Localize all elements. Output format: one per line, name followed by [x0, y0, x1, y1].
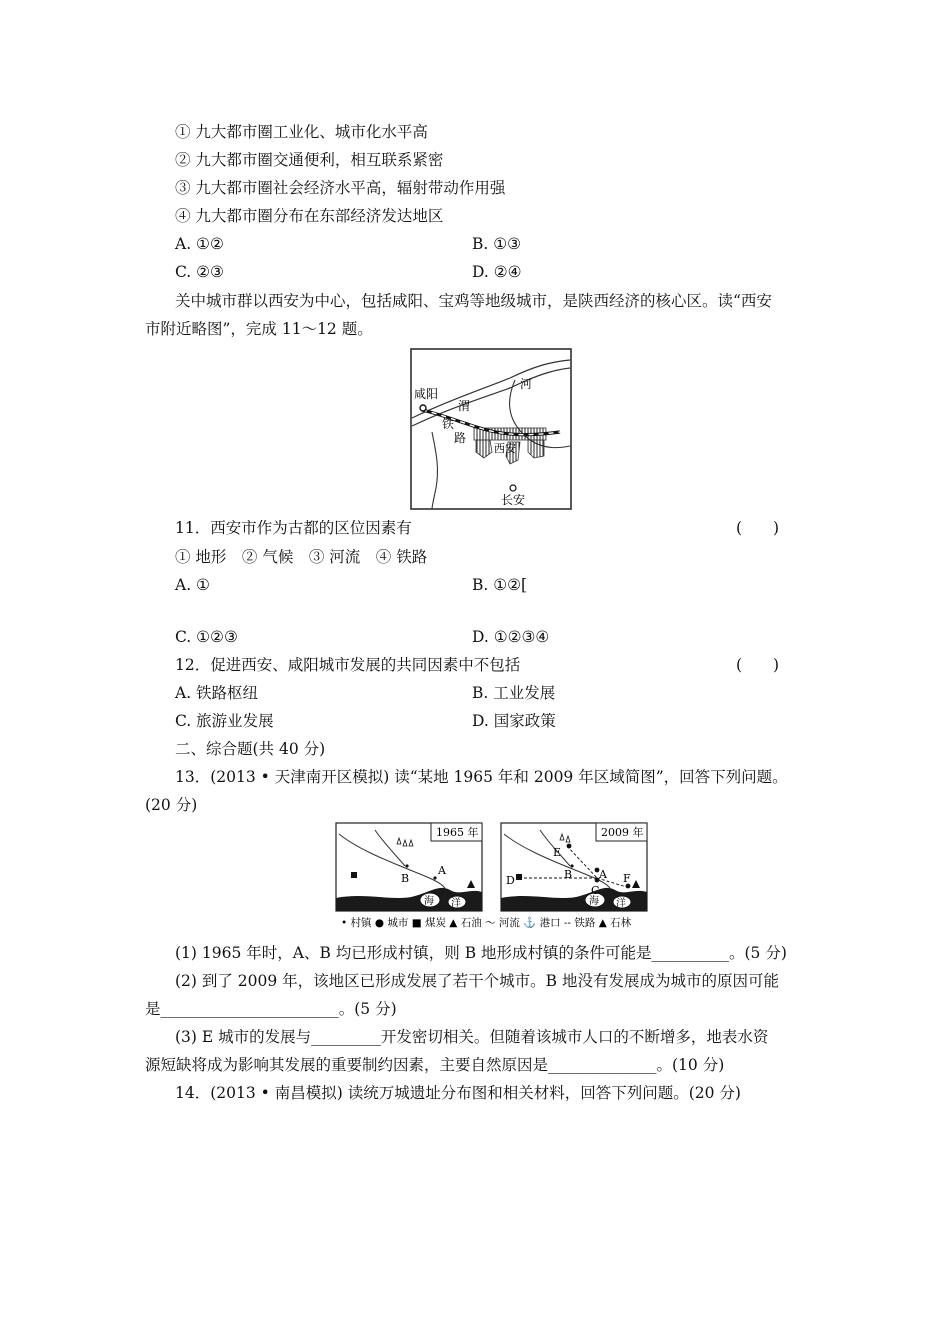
map-2009: [501, 823, 647, 911]
q13-line-2: (20 分): [145, 796, 198, 814]
q12-option-a: A. 铁路枢纽: [175, 684, 259, 702]
label-sea-2009: 海: [589, 896, 599, 907]
coal-icon-2009: [516, 874, 522, 880]
q13-sub-2a: (2) 到了 2009 年，该地区已形成发展了若干个城市。B 地没有发展成为城市的原因可能: [175, 972, 780, 990]
label-he: 河: [520, 377, 533, 391]
xian-map: [410, 348, 572, 510]
label-e-2009: E: [553, 846, 562, 859]
label-sea-1965: 海: [424, 896, 434, 907]
label-wei: 渭: [458, 399, 471, 413]
city-e-2009: [567, 844, 572, 849]
q10-item-4: ④ 九大都市圈分布在东部经济发达地区: [175, 207, 444, 225]
q13-sub-2b: 是_______________________。(5 分): [145, 1000, 397, 1018]
village-a-1965: [433, 876, 436, 879]
label-b-2009: B: [564, 868, 573, 881]
section-2-title: 二、综合题(共 40 分): [175, 740, 326, 758]
q11-option-a: A. ①: [175, 576, 210, 594]
q13-sub-3b: 源短缺将成为影响其发展的重要制约因素，主要自然原因是______________。(10 分): [145, 1056, 725, 1074]
q11-option-c: C. ①②③: [175, 628, 238, 646]
label-a-1965: A: [438, 864, 446, 877]
q12-stem: 12．促进西安、咸阳城市发展的共同因素中不包括: [175, 656, 521, 674]
q10-option-c: C. ②③: [175, 263, 224, 281]
label-lu: 路: [454, 431, 467, 445]
q10-option-d: D. ②④: [472, 263, 522, 281]
q11-option-b: B. ①②[: [472, 576, 528, 594]
q10-item-3: ③ 九大都市圈社会经济水平高，辐射带动作用强: [175, 179, 506, 197]
xianyang-point: [420, 405, 426, 411]
label-ocean-1965: 洋: [451, 898, 461, 909]
map-1965: [336, 823, 482, 911]
q10-option-a: A. ①②: [175, 235, 224, 253]
label-changan: 长安: [501, 493, 526, 507]
q11-stem: 11．西安市作为古都的区位因素有: [175, 519, 412, 537]
label-xian: 西安: [494, 442, 516, 455]
village-b-1965: [405, 864, 408, 867]
label-year-2009: 2009 年: [601, 826, 644, 839]
q10-item-2: ② 九大都市圈交通便利，相互联系紧密: [175, 151, 444, 169]
intro-line-1: 关中城市群以西安为中心，包括咸阳、宝鸡等地级城市，是陕西经济的核心区。读“西安: [175, 292, 772, 310]
q14-line-1: 14．(2013 • 南昌模拟) 读统万城遗址分布图和相关材料，回答下列问题。(20 分): [175, 1084, 741, 1102]
label-xianyang: 咸阳: [414, 387, 439, 401]
intro-line-2: 市附近略图”，完成 11～12 题。: [145, 320, 373, 338]
q12-option-b: B. 工业发展: [472, 684, 556, 702]
q13-line-1: 13．(2013 • 天津南开区模拟) 读“某地 1965 年和 2009 年区域简图”，回答下列问题。: [175, 768, 788, 786]
label-year-1965: 1965 年: [436, 826, 479, 839]
region-maps: [335, 822, 650, 930]
label-ocean-2009: 洋: [616, 898, 626, 909]
q11-items: ① 地形 ② 气候 ③ 河流 ④ 铁路: [175, 548, 428, 566]
q13-sub-1: (1) 1965 年时，A、B 均已形成村镇，则 B 地形成村镇的条件可能是__________。(5 分): [175, 944, 787, 962]
q11-answer-paren: ( ): [736, 519, 780, 537]
q12-option-d: D. 国家政策: [472, 712, 556, 730]
label-c-2009: C: [591, 884, 600, 897]
changan-point: [510, 485, 516, 491]
q12-option-c: C. 旅游业发展: [175, 712, 274, 730]
q11-option-d: D. ①②③④: [472, 628, 550, 646]
q13-sub-3a: (3) E 城市的发展与_________开发密切相关。但随着该城市人口的不断增多，地表水资: [175, 1028, 769, 1046]
label-a-2009: A: [599, 868, 607, 881]
label-d-2009: D: [506, 874, 515, 887]
q10-option-b: B. ①③: [472, 235, 522, 253]
q10-item-1: ① 九大都市圈工业化、城市化水平高: [175, 123, 428, 141]
q12-answer-paren: ( ): [736, 656, 780, 674]
map-legend: • 村镇 ● 城市 ■ 煤炭 ▲ 石油 〜 河流 ⚓ 港口 -- 铁路 ▲ 石林: [341, 917, 632, 929]
label-tie: 铁: [442, 417, 455, 431]
label-b-1965: B: [401, 872, 410, 885]
label-f-2009: F: [623, 872, 631, 885]
coal-icon-1965: [351, 872, 357, 878]
